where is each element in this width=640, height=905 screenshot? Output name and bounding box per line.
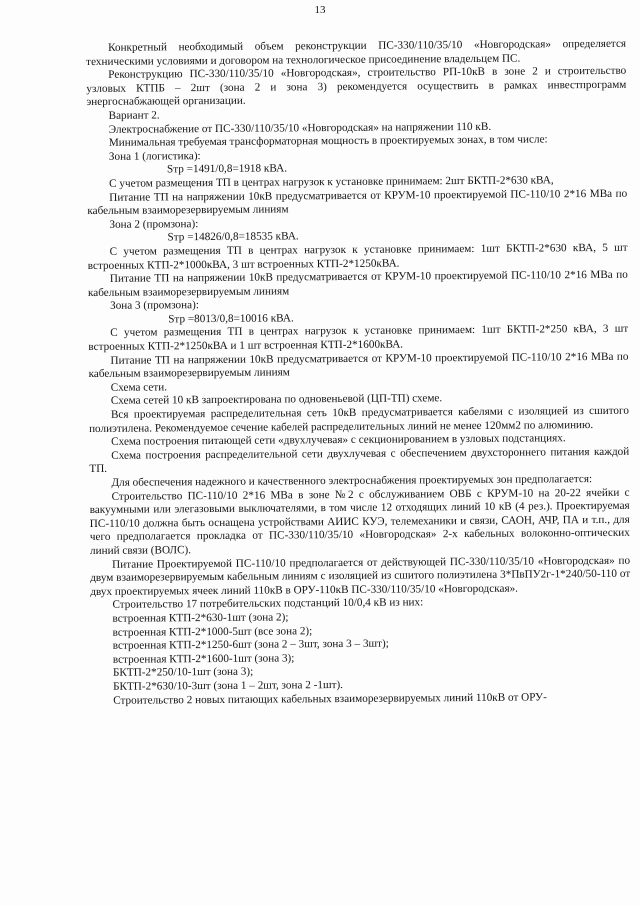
paragraph: Питание ТП на напряжении 10кВ предусматривается от КРУМ-10 проектируемой ПС-110/10 2*16 МВа по кабельным взаиморезервируемым линиям	[87, 268, 628, 299]
paragraph: Зона 3 (промзона):	[110, 299, 199, 313]
paragraph: Питание ТП на напряжении 10кВ предусматривается от КРУМ-10 проектируемой ПС-110/10 2*16 МВа по кабельным взаиморезервируемым линиям	[87, 187, 628, 218]
paragraph: Реконструкцию ПС-330/110/35/10 «Новгородская», строительство РП-10кВ в зоне 2 и строительство узловых КТПБ – 2шт (зона 2 и зона 3) рекомендуется осуществить в рамках инвестпрограмм энергоснабжающей организации.	[86, 64, 627, 109]
paragraph: Для обеспечения надежного и качественного электроснабжения проектируемых зон предполагается:	[111, 473, 593, 489]
list-item: БКТП-2*250/10-1шт (зона 3);	[112, 666, 254, 680]
paragraph: Зона 2 (промзона):	[109, 217, 199, 231]
paragraph: Схема построения распределительной сети двухлучевая с обеспечением двухстороннего питания каждой ТП.	[89, 445, 630, 476]
paragraph: Схема построения питающей сети «двухлучевая» с секционированием в узловых подстанциях.	[111, 432, 566, 449]
formula-line: Sтр =8013/0,8=10016 кВА.	[168, 312, 294, 326]
paragraph: Зона 1 (логистика):	[108, 149, 201, 163]
paragraph: Электроснабжение от ПС-330/110/35/10 «Новгородская» на напряжении 110 кВ.	[108, 120, 492, 136]
paragraph: С учетом размещения ТП в центрах нагрузок к установке принимаем: 1шт БКТП-2*250 кВА, 3 шт встроенных КТП-2*1250кВА и 1 шт встроенная КТП-2*1600кВА.	[88, 323, 629, 354]
list-item: БКТП-2*630/10-3шт (зона 1 – 2шт, зона 2 -1шт).	[113, 678, 344, 693]
paragraph: С учетом размещения ТП в центрах нагрузок к установке принимаем: 2шт БКТП-2*630 кВА,	[109, 174, 554, 190]
list-item: встроенная КТП-2*1000-5шт (все зона 2);	[112, 624, 313, 639]
paragraph: Питание ТП на напряжении 10кВ предусматривается от КРУМ-10 проектируемой ПС-110/10 2*16 МВа по кабельным взаиморезервируемым линиям	[88, 350, 629, 381]
document-body	[86, 38, 631, 708]
paragraph: Схема сети.	[110, 381, 168, 394]
paragraph: С учетом размещения ТП в центрах нагрузок к установке принимаем: 1шт БКТП-2*630 кВА, 5 шт встроенных КТП-2*1000кВА, 3 шт встроенных КТП-2*1250кВА.	[87, 241, 628, 272]
paragraph: Конкретный необходимый объем реконструкции ПС-330/110/35/10 «Новгородская» определяется техническими условиями и договором на технологическое присоединение владельцем ПС.	[86, 37, 627, 68]
list-item: встроенная КТП-2*630-1шт (зона 2);	[112, 611, 289, 625]
paragraph: Минимальная требуемая трансформаторная мощность в проектируемых зонах, в том числе:	[108, 133, 548, 149]
paragraph: Питание Проектируемой ПС-110/10 предполагается от действующей ПС-330/110/35/10 «Новгородская» по двум взаиморезервируемым кабельным линиям с изоляцией из сшитого полиэтилена 3*ПвПУ2г-1*240/50-110 от двух проектируемых ячеек линий 110кВ в ОРУ-110кВ ПС-330/110/35/10 «Новгородская».	[90, 554, 631, 598]
formula-line: Sтр =14826/0,8=18535 кВА.	[167, 230, 299, 244]
formula-line: Sтр =1491/0,8=1918 кВА.	[166, 162, 288, 176]
paragraph: Строительство 2 новых питающих кабельных взаиморезервируемых линий 110кВ от ОРУ-	[113, 690, 547, 707]
list-item: встроенная КТП-2*1250-6шт (зона 2 – 3шт, зона 3 – 3шт);	[112, 637, 389, 652]
paragraph: Вся проектируемая распределительная сеть 10кВ предусматривается кабелями с изоляцией из сшитого полиэтилена. Рекомендуемое сечение кабелей распределительных линий не менее 120мм2 по алюминию.	[88, 404, 629, 435]
paragraph: Схема сетей 10 кВ запроектирована по одновеньевой (ЦП-ТП) схеме.	[110, 392, 443, 408]
page-number: 13	[314, 4, 326, 16]
list-item: встроенная КТП-2*1600-1шт (зона 3);	[112, 652, 295, 666]
paragraph: Вариант 2.	[108, 109, 160, 122]
paragraph: Строительство 17 потребительских подстанций 10/0,4 кВ из них:	[112, 596, 424, 612]
paragraph: Строительство ПС-110/10 2*16 МВа в зоне №2 с обслуживанием ОВБ с КРУМ-10 на 20-22 ячейки с вакуумными или элегазовыми выключателями, в том числе 12 отходящих линий 10 кВ (4 рез.). Проектируемая ПС-110/10 должна быть оснащена устройствами АИИС КУЭ, телемеханики и связи, САОН, АЧР, ПА и т.п., для чего предполагается прокладка от ПС-330/110/35/10 «Новгородская» 2-х кабельных волоконно-оптических линий связи (ВОЛС).	[89, 486, 630, 557]
